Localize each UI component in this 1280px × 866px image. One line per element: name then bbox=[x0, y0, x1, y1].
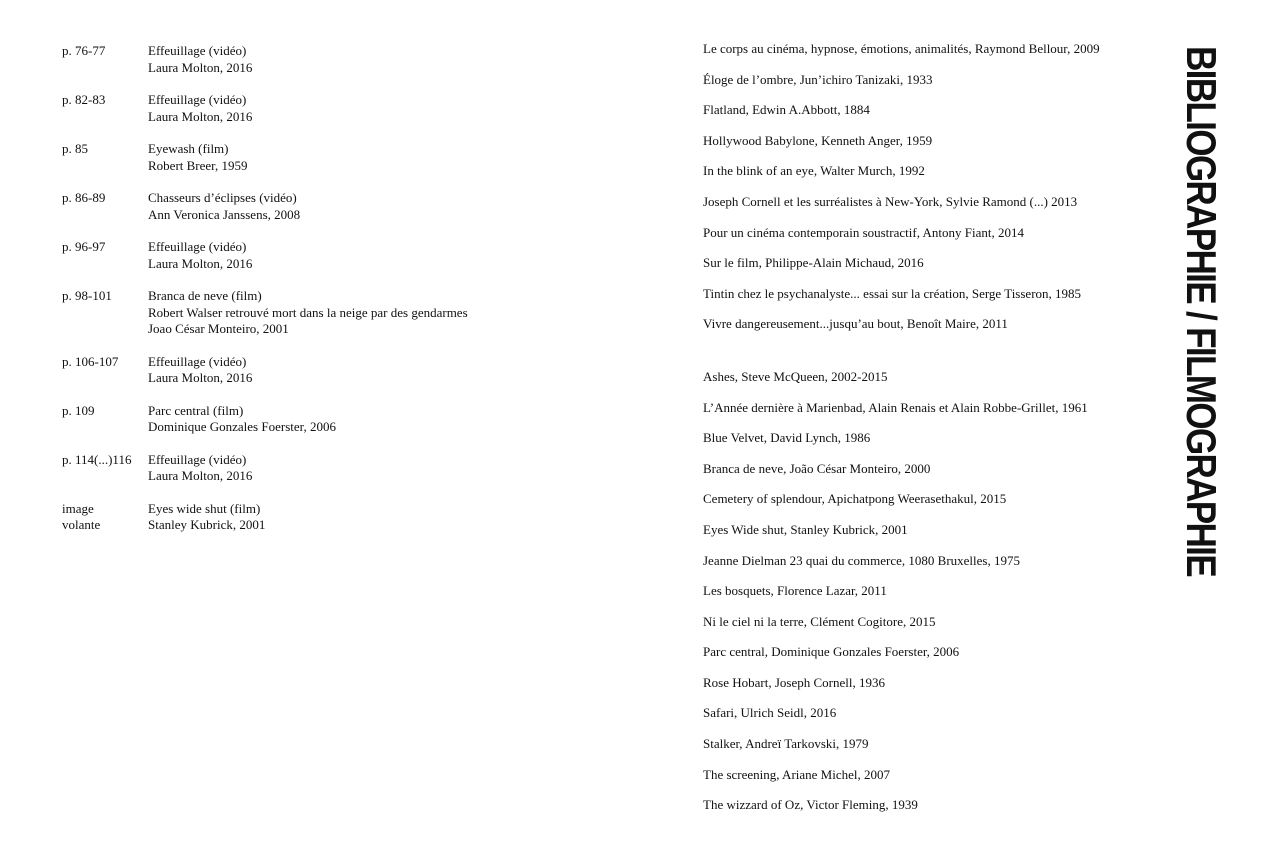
filmography-item: Safari, Ulrich Seidl, 2016 bbox=[703, 705, 837, 721]
credit-entry bbox=[62, 354, 622, 387]
filmography-item: The screening, Ariane Michel, 2007 bbox=[703, 766, 890, 782]
filmography-item: Eyes Wide shut, Stanley Kubrick, 2001 bbox=[703, 521, 908, 537]
section-title-vertical: BIBLIOGRAPHIE / FILMOGRAPHIE bbox=[1178, 46, 1225, 576]
filmography-item: Rose Hobart, Joseph Cornell, 1936 bbox=[703, 674, 885, 690]
credit-work-title: Chasseurs d’éclipses (vidéo) bbox=[148, 190, 297, 205]
filmography-item: Stalker, Andreï Tarkovski, 1979 bbox=[703, 736, 869, 752]
credit-page-ref: p. 96-97 bbox=[62, 239, 106, 254]
credit-entry bbox=[62, 452, 622, 485]
credit-entry bbox=[62, 141, 622, 174]
credit-entry bbox=[62, 501, 622, 534]
credit-entry bbox=[62, 403, 622, 436]
credit-work-title: Eyes wide shut (film) bbox=[148, 500, 261, 516]
credit-author: Laura Molton, 2016 bbox=[148, 370, 253, 385]
credit-page-ref: p. 106-107 bbox=[62, 353, 119, 369]
credit-entry bbox=[62, 239, 622, 272]
credit-work-title: Parc central (film) bbox=[148, 402, 244, 418]
bibliography-item: In the blink of an eye, Walter Murch, 1992 bbox=[703, 163, 925, 179]
references-column bbox=[703, 40, 1163, 827]
credit-author: Joao César Monteiro, 2001 bbox=[148, 321, 289, 336]
bibliography-item: Hollywood Babylone, Kenneth Anger, 1959 bbox=[703, 132, 933, 148]
bibliography-item: Joseph Cornell et les surréalistes à New-York, Sylvie Ramond (...) 2013 bbox=[703, 193, 1078, 209]
credit-page-ref: p. 76-77 bbox=[62, 43, 106, 58]
credit-entry bbox=[62, 288, 622, 338]
credit-page-ref: p. 86-89 bbox=[62, 190, 106, 205]
bibliography-item: Sur le film, Philippe-Alain Michaud, 2016 bbox=[703, 255, 924, 271]
credit-work-title: Effeuillage (vidéo) bbox=[148, 239, 247, 254]
filmography-item: Ni le ciel ni la terre, Clément Cogitore, 2015 bbox=[703, 613, 936, 629]
credit-author: Robert Breer, 1959 bbox=[148, 157, 248, 173]
credit-work-title: Effeuillage (vidéo) bbox=[148, 353, 247, 369]
credit-work-title: Eyewash (film) bbox=[148, 141, 229, 156]
credit-work-subtitle: Robert Walser retrouvé mort dans la neige par des gendarmes bbox=[148, 304, 468, 320]
bibliography-item: Tintin chez le psychanalyste... essai sur la création, Serge Tisseron, 1985 bbox=[703, 285, 1082, 301]
credit-page-ref: p. 85 bbox=[62, 141, 88, 156]
credit-author: Laura Molton, 2016 bbox=[148, 255, 253, 271]
credit-author: Laura Molton, 2016 bbox=[148, 59, 253, 75]
credit-author: Laura Molton, 2016 bbox=[148, 108, 253, 124]
credit-author: Ann Veronica Janssens, 2008 bbox=[148, 206, 301, 222]
credit-work-title: Effeuillage (vidéo) bbox=[148, 43, 247, 58]
credit-entry bbox=[62, 43, 622, 76]
filmography-item: Les bosquets, Florence Lazar, 2011 bbox=[703, 583, 887, 599]
filmography-item: Cemetery of splendour, Apichatpong Weerasethakul, 2015 bbox=[703, 491, 1007, 507]
credit-entry bbox=[62, 190, 622, 223]
credit-work-title: Effeuillage (vidéo) bbox=[148, 451, 247, 467]
credit-page-ref: p. 109 bbox=[62, 402, 95, 418]
filmography-item: L’Année dernière à Marienbad, Alain Renais et Alain Robbe-Grillet, 1961 bbox=[703, 399, 1088, 415]
bibliography-item: Éloge de l’ombre, Jun’ichiro Tanizaki, 1933 bbox=[703, 71, 933, 87]
bibliography-item: Flatland, Edwin A.Abbott, 1884 bbox=[703, 102, 870, 118]
credit-page-ref: image volante bbox=[62, 500, 101, 532]
credit-entry bbox=[62, 92, 622, 125]
credit-page-ref: p. 82-83 bbox=[62, 92, 106, 107]
credit-work-title: Effeuillage (vidéo) bbox=[148, 92, 247, 107]
filmography-item: Blue Velvet, David Lynch, 1986 bbox=[703, 430, 871, 446]
filmography-list bbox=[703, 368, 1163, 814]
filmography-item: Branca de neve, João César Monteiro, 2000 bbox=[703, 460, 931, 476]
credit-work-title: Branca de neve (film) bbox=[148, 288, 262, 303]
filmography-item: Jeanne Dielman 23 quai du commerce, 1080 Bruxelles, 1975 bbox=[703, 552, 1020, 568]
image-credits-list bbox=[62, 43, 622, 550]
filmography-item: Parc central, Dominique Gonzales Foerster, 2006 bbox=[703, 644, 960, 660]
credit-author: Dominique Gonzales Foerster, 2006 bbox=[148, 419, 336, 434]
credit-page-ref: p. 114(...)116 bbox=[62, 451, 132, 467]
bibliography-list bbox=[703, 40, 1163, 333]
credit-page-ref: p. 98-101 bbox=[62, 288, 112, 303]
filmography-item: The wizzard of Oz, Victor Fleming, 1939 bbox=[703, 797, 918, 813]
bibliography-item: Pour un cinéma contemporain soustractif, Antony Fiant, 2014 bbox=[703, 224, 1024, 240]
section-divider-space bbox=[703, 346, 1163, 368]
credit-author: Stanley Kubrick, 2001 bbox=[148, 517, 266, 532]
filmography-item: Ashes, Steve McQueen, 2002-2015 bbox=[703, 368, 888, 384]
credit-author: Laura Molton, 2016 bbox=[148, 468, 253, 483]
bibliography-item: Le corps au cinéma, hypnose, émotions, animalités, Raymond Bellour, 2009 bbox=[703, 41, 1100, 56]
bibliography-item: Vivre dangereusement...jusqu’au bout, Benoît Maire, 2011 bbox=[703, 316, 1008, 332]
